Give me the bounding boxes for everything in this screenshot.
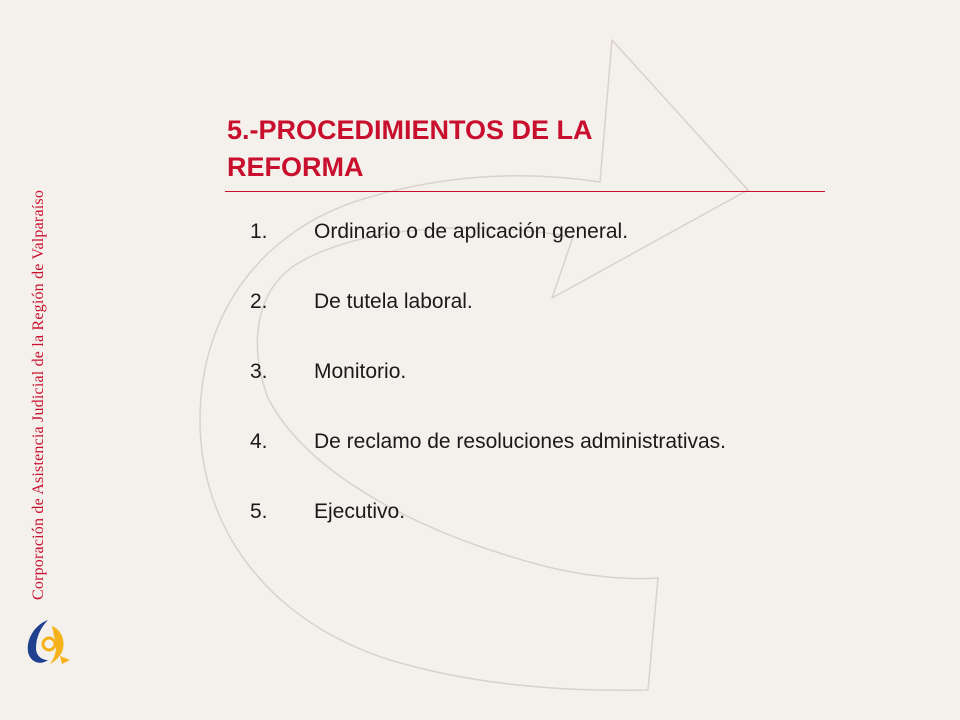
caj-logo-icon [18,612,78,672]
list-item-number: 5. [250,500,268,523]
list-item-number: 2. [250,290,268,313]
list-item [250,360,726,430]
list-item [250,220,726,290]
slide-title: 5.-PROCEDIMIENTOS DE LA REFORMA [227,115,593,182]
list-item [250,430,726,500]
list-item-text: De reclamo de resoluciones administrativas. [314,430,727,453]
list-item-number: 4. [250,430,268,453]
procedures-list [250,220,726,570]
list-item-text: Ejecutivo. [314,500,406,523]
title-underline [225,191,825,192]
list-item-text: De tutela laboral. [314,290,473,313]
organization-vertical-text: Corporación de Asistencia Judicial de la Región de Valparaíso [30,189,47,600]
list-item [250,500,726,570]
list-item-number: 1. [250,220,268,243]
list-item-number: 3. [250,360,268,383]
list-item [250,290,726,360]
list-item-text: Monitorio. [314,360,407,383]
list-item-text: Ordinario o de aplicación general. [314,220,629,243]
